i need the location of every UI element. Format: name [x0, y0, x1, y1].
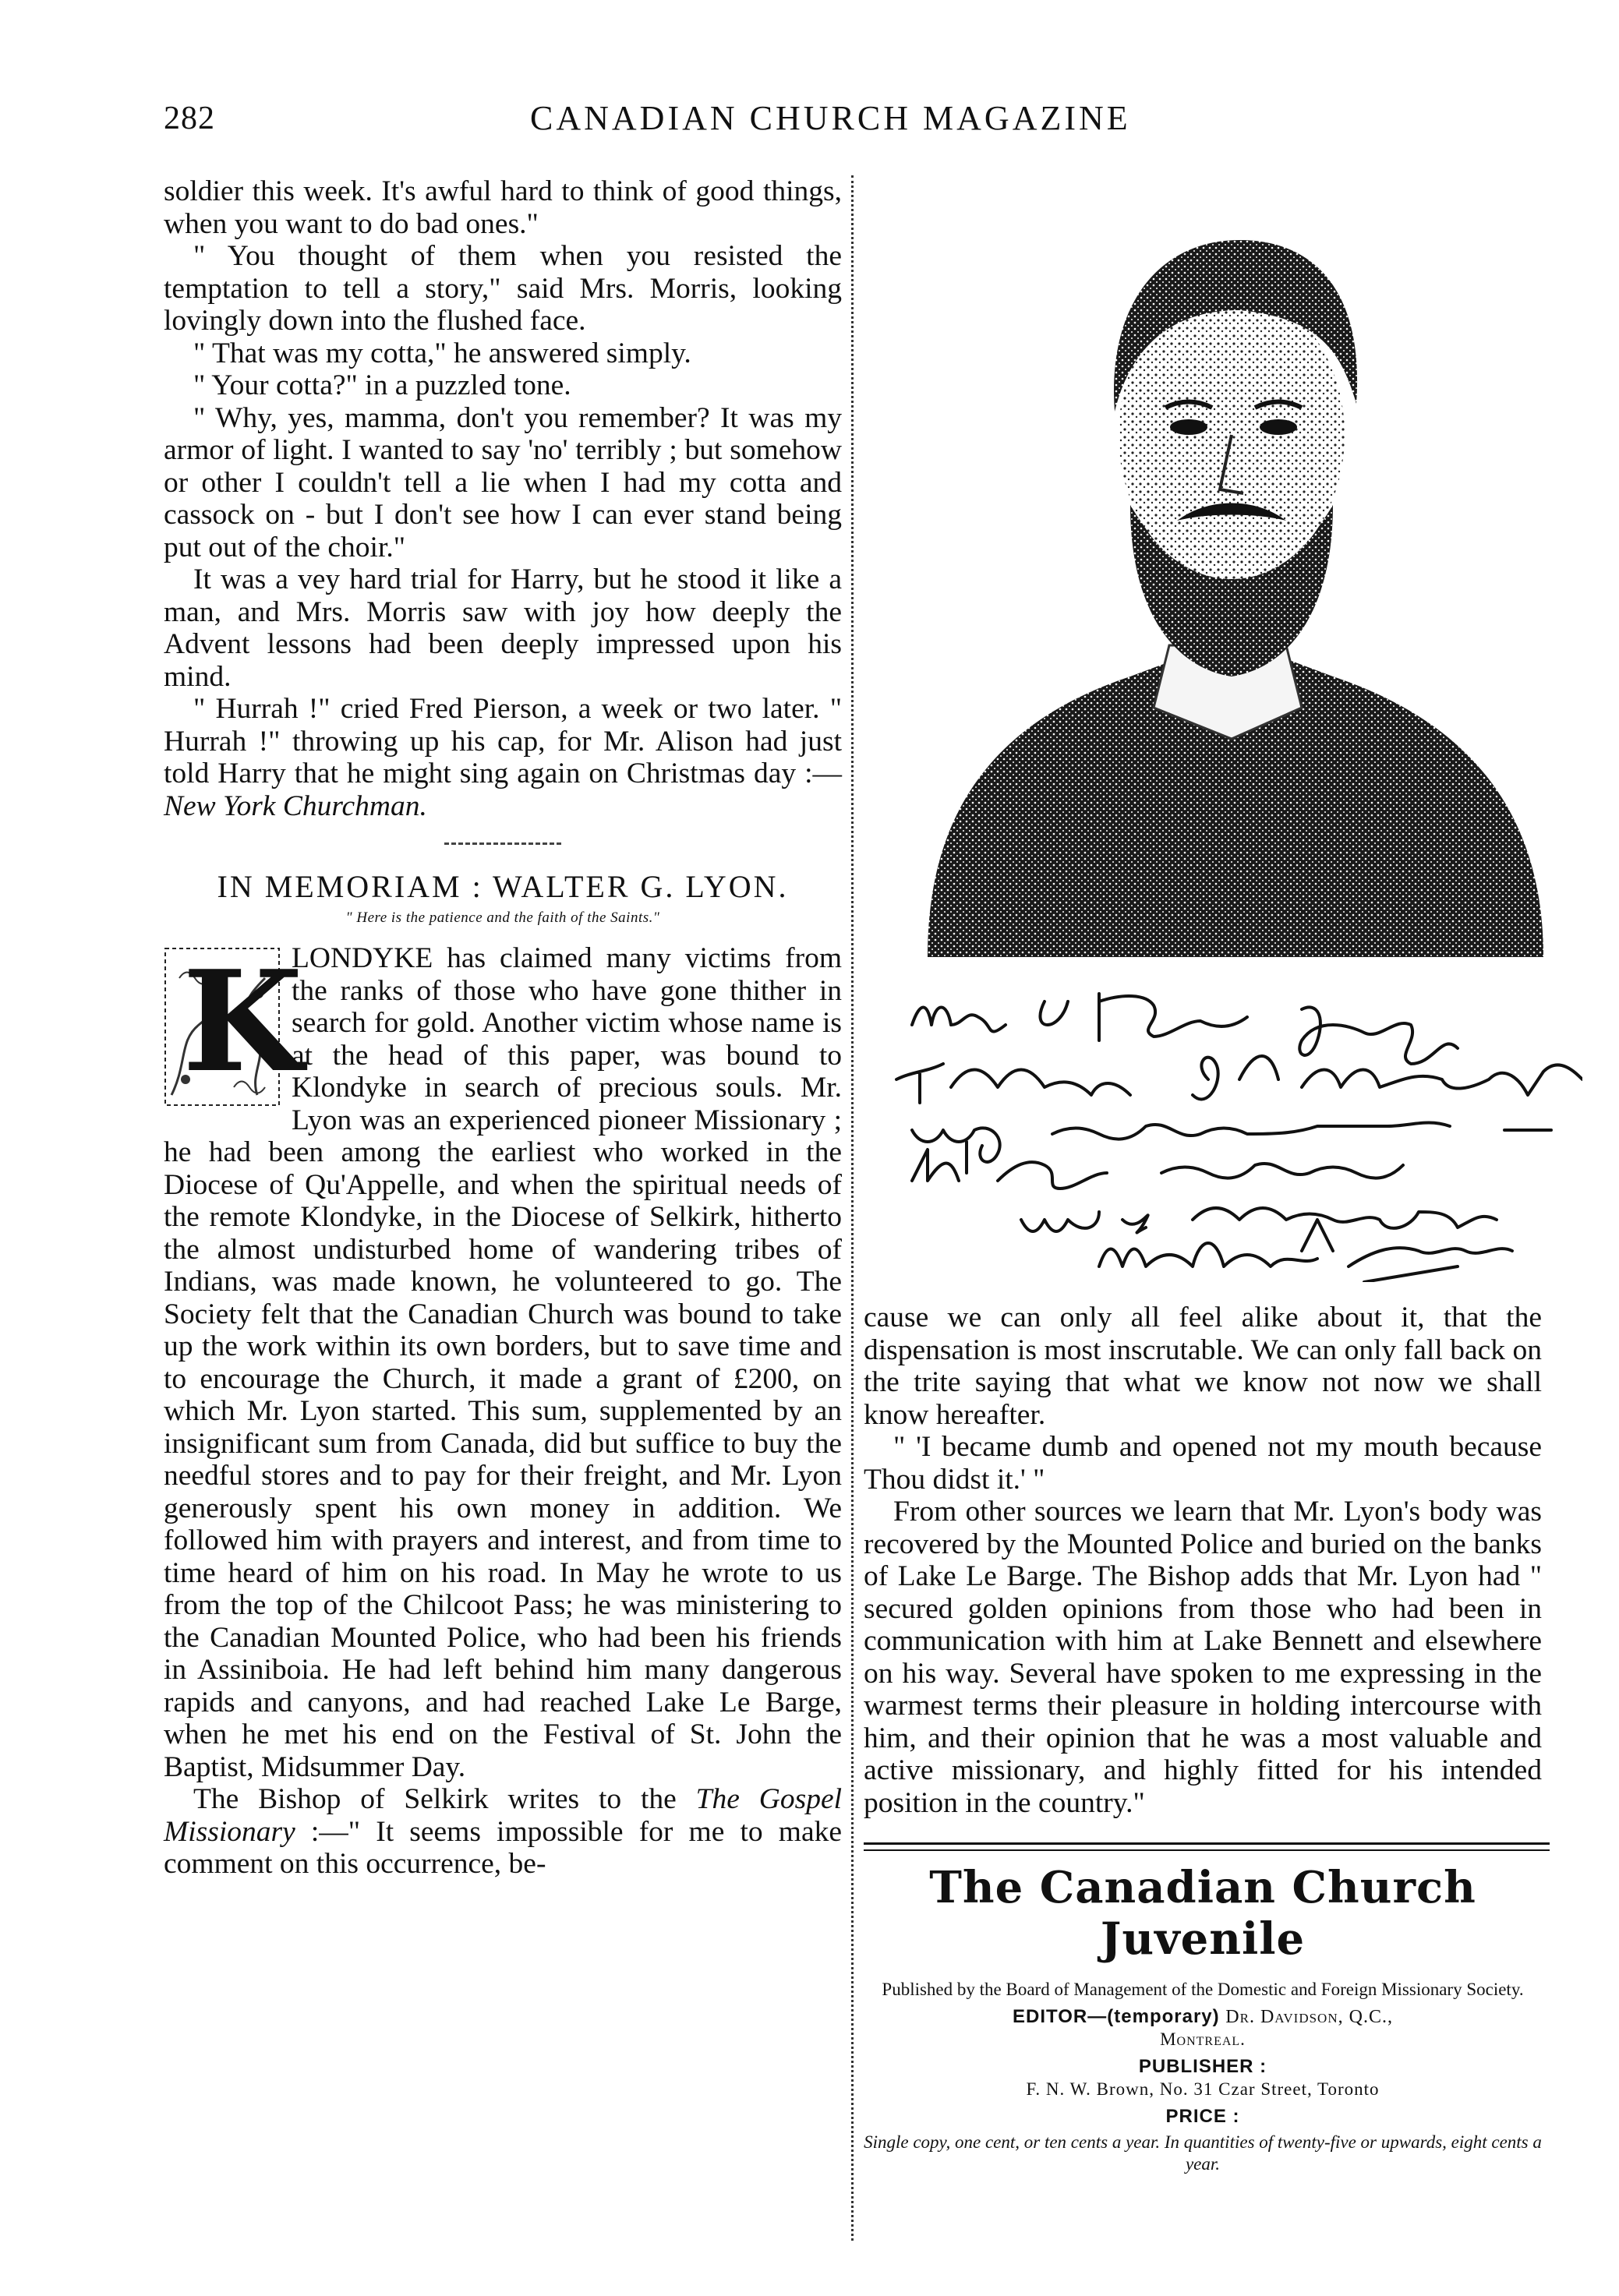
- page-number: 282: [164, 101, 215, 136]
- price-label: PRICE :: [1165, 2106, 1240, 2127]
- story-source: New York Churchman.: [164, 789, 427, 822]
- memoriam-paragraph: [164, 942, 842, 1783]
- juvenile-published-by: Published by the Board of Management of the Domestic and Foreign Missionary Society.: [882, 1980, 1524, 1999]
- dropcap-letter: K: [182, 940, 303, 1103]
- memoriam-epigraph: " Here is the patience and the faith of the Saints.": [345, 910, 660, 926]
- column-divider: [851, 175, 854, 2241]
- memoriam-text: :—" It seems impossible for me to make comment on this occurrence, be-: [164, 1815, 842, 1880]
- juvenile-title: The Canadian Church Juvenile: [929, 1862, 1476, 1965]
- memoriam-heading: IN MEMORIAM : WALTER G. LYON.: [217, 869, 789, 904]
- editor-label: EDITOR—(temporary): [1013, 2006, 1220, 2027]
- portrait-engraving: [896, 178, 1567, 957]
- double-rule-divider: [864, 1842, 1550, 1851]
- memoriam-paragraph: [164, 1783, 842, 1881]
- story-paragraph: " Why, yes, mamma, don't you remember? It was my armor of light. I wanted to say 'no' terribly ; but somehow or other I couldn't tell a lie when I had my cotta and cassock on - but I don't see how I can ever stand being put out of the choir.": [164, 401, 842, 563]
- ornamental-dropcap: [164, 940, 303, 1107]
- handwritten-note: [865, 970, 1582, 1282]
- publisher-label: PUBLISHER :: [1138, 2056, 1267, 2077]
- memoriam-text: LONDYKE has claimed many victims from the ranks of those who have gone thither in search for gold. Another victim whose name is at the head of this paper, was bound to Klondyke in search of precious souls. Mr. Lyon was an experienced pioneer Missionary ; he had been among the earliest who worked in the Diocese of Qu'Appelle, and when the spiritual needs of the remote Klondyke, in the Diocese of Selkirk, hitherto the almost undisturbed home of wandering tribes of Indians, was made known, he volunteered to go. The Society felt that the Canadian Church was bound to take up the work within its own borders, but to save time and to encourage the Church, it made a grant of £200, on which Mr. Lyon started. This sum, supplemented by an insignificant sum from Canada, did but suffice to buy the needful stores and to pay for their freight, and Mr. Lyon generously spent his own money in addition. We followed him with prayers and interest, and from time to time heard of him on his road. In May he wrote to us from the top of the Chilcoot Pass; he was ministering to the Canadian Mounted Police, who had been his friends in Assiniboia. He had left behind him many dangerous rapids and canyons, and had reached Lake Le Barge, when he met his end on the Festival of St. John the Baptist, Midsummer Day.: [164, 942, 842, 1783]
- story-paragraph: [164, 693, 842, 822]
- memoriam-paragraph: From other sources we learn that Mr. Lyon's body was recovered by the Mounted Police and buried on the banks of Lake Le Barge. The Bishop adds that Mr. Lyon had " secured golden opinions from those who had been in communication with him at Lake Bennett and elsewhere on his way. Several have spoken to me expressing in the warmest terms their pleasure in holding intercourse with him, and their opinion that he was a most valuable and active missionary, and highly fitted for his intended position in the country.": [864, 1496, 1542, 1819]
- portrait-image: [896, 178, 1567, 957]
- juvenile-editor-line: [864, 2005, 1542, 2029]
- story-paragraph: " Your cotta?" in a puzzled tone.: [193, 369, 571, 401]
- story-paragraph: It was a vey hard trial for Harry, but he stood it like a man, and Mrs. Morris saw with joy how deeply the Advent lessons had been deeply impressed upon his mind.: [164, 563, 842, 693]
- story-paragraph: " That was my cotta," he answered simply.: [193, 337, 691, 369]
- story-paragraph: soldier this week. It's awful hard to think of good things, when you want to do bad ones.": [164, 175, 842, 240]
- left-column: [164, 175, 842, 1881]
- publisher-info: F. N. W. Brown, No. 31 Czar Street, Toronto: [1026, 2079, 1380, 2099]
- story-text: " Hurrah !" cried Fred Pierson, a week or two later. " Hurrah !" throwing up his cap, for Mr. Alison had just told Harry that he might sing again on Christmas day :—: [164, 693, 842, 789]
- memoriam-paragraph: cause we can only all feel alike about it, that the dispensation is most inscrutable. We can only fall back on the trite saying that what we know not now we shall know hereafter.: [864, 1302, 1542, 1431]
- right-column: [864, 1302, 1542, 2175]
- section-divider: [444, 842, 561, 845]
- memoriam-paragraph: " 'I became dumb and opened not my mouth because Thou didst it.' ": [864, 1431, 1542, 1496]
- editor-city: Montreal.: [1160, 2029, 1246, 2049]
- story-paragraph: " You thought of them when you resisted the temptation to tell a story," said Mrs. Morris, looking lovingly down into the flushed face.: [164, 240, 842, 337]
- publication-title: The Gospel Missionary: [164, 1783, 843, 1848]
- price-text: Single copy, one cent, or ten cents a year. In quantities of twenty-five or upwards, eight cents a year.: [864, 2132, 1542, 2174]
- handwriting-image: [865, 970, 1582, 1282]
- running-head: CANADIAN CHURCH MAGAZINE: [530, 99, 1131, 137]
- editor-name: Dr. Davidson, Q.C.,: [1225, 2007, 1393, 2027]
- memoriam-text: The Bishop of Selkirk writes to the: [193, 1783, 696, 1815]
